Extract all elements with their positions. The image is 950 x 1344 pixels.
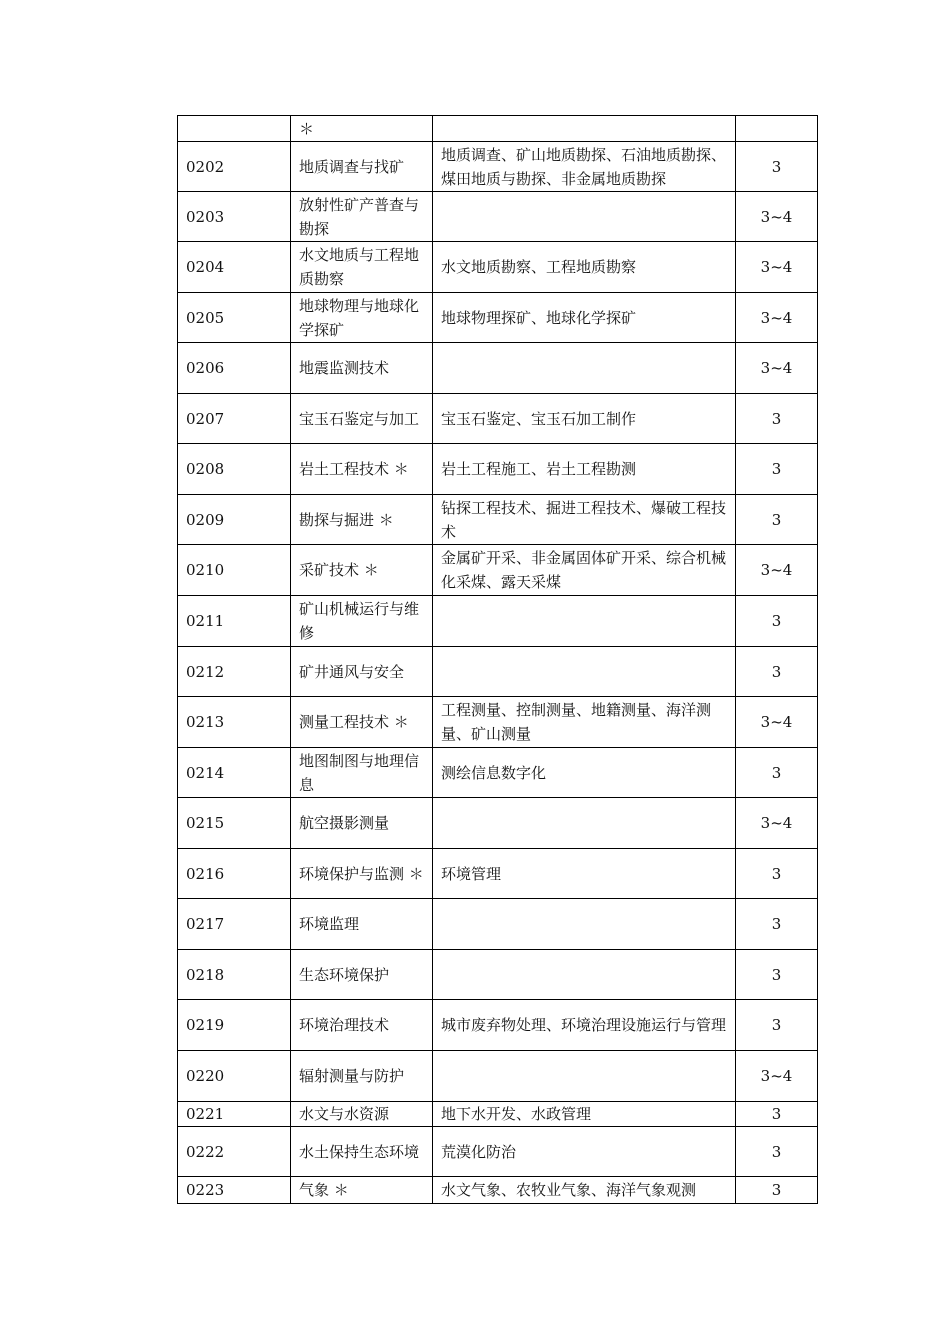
table-row	[178, 1127, 818, 1177]
row-years: 3	[736, 748, 818, 798]
table-row	[178, 142, 818, 192]
table-row	[178, 116, 818, 142]
row-code: 0222	[178, 1127, 291, 1177]
row-major-name: 生态环境保护	[291, 950, 433, 1000]
row-major-name: 地震监测技术	[291, 343, 433, 394]
row-years: 3	[736, 647, 818, 697]
row-code: 0221	[178, 1102, 291, 1127]
row-directions: 工程测量、控制测量、地籍测量、海洋测量、矿山测量	[433, 697, 736, 748]
table-row	[178, 242, 818, 293]
row-code: 0219	[178, 1000, 291, 1051]
row-years: 3	[736, 1177, 818, 1204]
table-row	[178, 1000, 818, 1051]
row-code: 0203	[178, 192, 291, 242]
table-row	[178, 798, 818, 849]
row-years: 3	[736, 1127, 818, 1177]
table-row	[178, 192, 818, 242]
row-years: 3	[736, 849, 818, 899]
row-major-name: 环境治理技术	[291, 1000, 433, 1051]
row-directions	[433, 798, 736, 849]
row-directions	[433, 647, 736, 697]
table-row	[178, 697, 818, 748]
row-years: 3	[736, 1102, 818, 1127]
row-code: 0216	[178, 849, 291, 899]
row-code: 0210	[178, 545, 291, 596]
table-row	[178, 495, 818, 545]
row-major-name: 矿井通风与安全	[291, 647, 433, 697]
majors-table-body	[178, 116, 818, 1204]
row-directions: 岩土工程施工、岩土工程勘测	[433, 444, 736, 495]
row-code: 0202	[178, 142, 291, 192]
row-code: 0217	[178, 899, 291, 950]
row-directions	[433, 192, 736, 242]
table-row	[178, 444, 818, 495]
row-years: 3~4	[736, 192, 818, 242]
row-directions: 钻探工程技术、掘进工程技术、爆破工程技术	[433, 495, 736, 545]
row-directions	[433, 1051, 736, 1102]
row-code: 0223	[178, 1177, 291, 1204]
row-major-name: 地图制图与地理信息	[291, 748, 433, 798]
row-years: 3	[736, 444, 818, 495]
row-code: 0215	[178, 798, 291, 849]
table-row	[178, 899, 818, 950]
row-code: 0213	[178, 697, 291, 748]
table-row	[178, 1102, 818, 1127]
row-major-name: 宝玉石鉴定与加工	[291, 394, 433, 444]
row-code: 0205	[178, 293, 291, 343]
table-row	[178, 647, 818, 697]
row-directions: 测绘信息数字化	[433, 748, 736, 798]
row-code: 0208	[178, 444, 291, 495]
row-directions: 城市废弃物处理、环境治理设施运行与管理	[433, 1000, 736, 1051]
row-directions: 水文地质勘察、工程地质勘察	[433, 242, 736, 293]
table-row	[178, 849, 818, 899]
table-row	[178, 1177, 818, 1204]
row-major-name: 航空摄影测量	[291, 798, 433, 849]
row-directions	[433, 343, 736, 394]
row-years: 3~4	[736, 343, 818, 394]
table-row	[178, 748, 818, 798]
row-code	[178, 116, 291, 142]
table-row	[178, 596, 818, 647]
row-major-name: 水土保持生态环境	[291, 1127, 433, 1177]
row-major-name: 地球物理与地球化学探矿	[291, 293, 433, 343]
row-major-name: 勘探与掘进 ＊	[291, 495, 433, 545]
row-code: 0211	[178, 596, 291, 647]
row-major-name: 水文与水资源	[291, 1102, 433, 1127]
row-major-name: 环境监理	[291, 899, 433, 950]
row-directions: 金属矿开采、非金属固体矿开采、综合机械化采煤、露天采煤	[433, 545, 736, 596]
row-major-name: 放射性矿产普查与勘探	[291, 192, 433, 242]
row-major-name: 环境保护与监测 ＊	[291, 849, 433, 899]
row-code: 0209	[178, 495, 291, 545]
table-row	[178, 545, 818, 596]
row-major-name: 矿山机械运行与维修	[291, 596, 433, 647]
row-years: 3~4	[736, 545, 818, 596]
row-directions	[433, 950, 736, 1000]
row-years: 3	[736, 495, 818, 545]
table-row	[178, 394, 818, 444]
row-code: 0220	[178, 1051, 291, 1102]
row-directions: 地球物理探矿、地球化学探矿	[433, 293, 736, 343]
row-code: 0204	[178, 242, 291, 293]
row-directions	[433, 899, 736, 950]
row-major-name: 测量工程技术 ＊	[291, 697, 433, 748]
row-code: 0212	[178, 647, 291, 697]
row-directions: 宝玉石鉴定、宝玉石加工制作	[433, 394, 736, 444]
row-major-name: 水文地质与工程地质勘察	[291, 242, 433, 293]
row-years: 3~4	[736, 697, 818, 748]
row-years: 3	[736, 394, 818, 444]
row-directions: 环境管理	[433, 849, 736, 899]
row-code: 0218	[178, 950, 291, 1000]
row-directions: 水文气象、农牧业气象、海洋气象观测	[433, 1177, 736, 1204]
table-row	[178, 950, 818, 1000]
row-directions: 地下水开发、水政管理	[433, 1102, 736, 1127]
row-years: 3~4	[736, 242, 818, 293]
row-major-name: 气象 ＊	[291, 1177, 433, 1204]
table-row	[178, 293, 818, 343]
row-years: 3~4	[736, 293, 818, 343]
row-years	[736, 116, 818, 142]
row-years: 3	[736, 596, 818, 647]
row-years: 3	[736, 950, 818, 1000]
table-row	[178, 343, 818, 394]
row-directions: 地质调查、矿山地质勘探、石油地质勘探、煤田地质与勘探、非金属地质勘探	[433, 142, 736, 192]
row-major-name: 采矿技术 ＊	[291, 545, 433, 596]
row-directions	[433, 596, 736, 647]
row-major-name: 地质调查与找矿	[291, 142, 433, 192]
row-major-name: ＊	[291, 116, 433, 142]
row-directions	[433, 116, 736, 142]
row-years: 3	[736, 142, 818, 192]
row-years: 3~4	[736, 798, 818, 849]
row-years: 3	[736, 899, 818, 950]
majors-table	[177, 115, 818, 1204]
row-years: 3~4	[736, 1051, 818, 1102]
table-row	[178, 1051, 818, 1102]
row-code: 0207	[178, 394, 291, 444]
row-years: 3	[736, 1000, 818, 1051]
row-major-name: 岩土工程技术 ＊	[291, 444, 433, 495]
row-code: 0214	[178, 748, 291, 798]
row-major-name: 辐射测量与防护	[291, 1051, 433, 1102]
row-directions: 荒漠化防治	[433, 1127, 736, 1177]
row-code: 0206	[178, 343, 291, 394]
